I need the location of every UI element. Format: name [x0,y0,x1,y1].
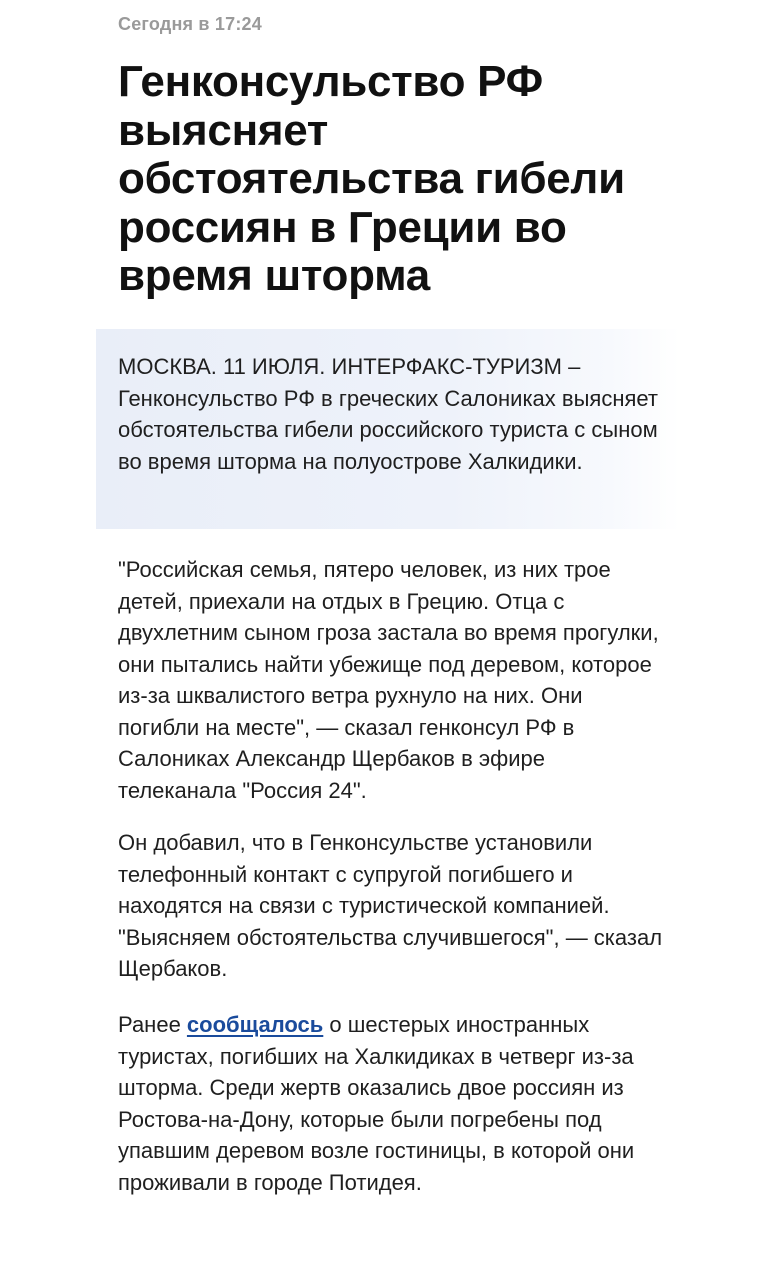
lead-block [96,329,680,529]
article-title: Генконсульство РФ выясняет обстоятельства гибели россиян в Греции во время шторма [118,57,625,300]
paragraph-3 [118,1009,663,1198]
reported-link[interactable]: сообщалось [186,1012,324,1037]
lead-text: МОСКВА. 11 ИЮЛЯ. ИНТЕРФАКС-ТУРИЗМ – Генконсульство РФ в греческих Салониках выясняет обстоятельства гибели российского туриста с сыном во время шторма на полуострове Халкидики. [118,354,658,474]
paragraph-3-after-link: о шестерых иностранных туристах, погибших на Халкидиках в четверг из-за шторма. Среди жертв оказались двое россиян из Ростова-на-Дону, которые были погребены под упавшим деревом возле гостиницы, в которой они проживали в городе Потидея. [118,1012,635,1195]
paragraph-1: "Российская семья, пятеро человек, из них трое детей, приехали на отдых в Грецию. Отца с двухлетним сыном гроза застала во время прогулки, они пытались найти убежище под деревом, которое из-за шквалистого ветра рухнуло на них. Они погибли на месте", — сказал генконсул РФ в Салониках Александр Щербаков в эфире телеканала "Россия 24". [118,557,659,803]
paragraph-2: Он добавил, что в Генконсульстве установили телефонный контакт с супругой погибшего и находятся на связи с туристической компанией. "Выясняем обстоятельства случившегося", — сказал Щербаков. [118,830,663,981]
publication-date: Сегодня в 17:24 [118,14,262,34]
paragraph-3-before-link: Ранее [118,1012,187,1037]
